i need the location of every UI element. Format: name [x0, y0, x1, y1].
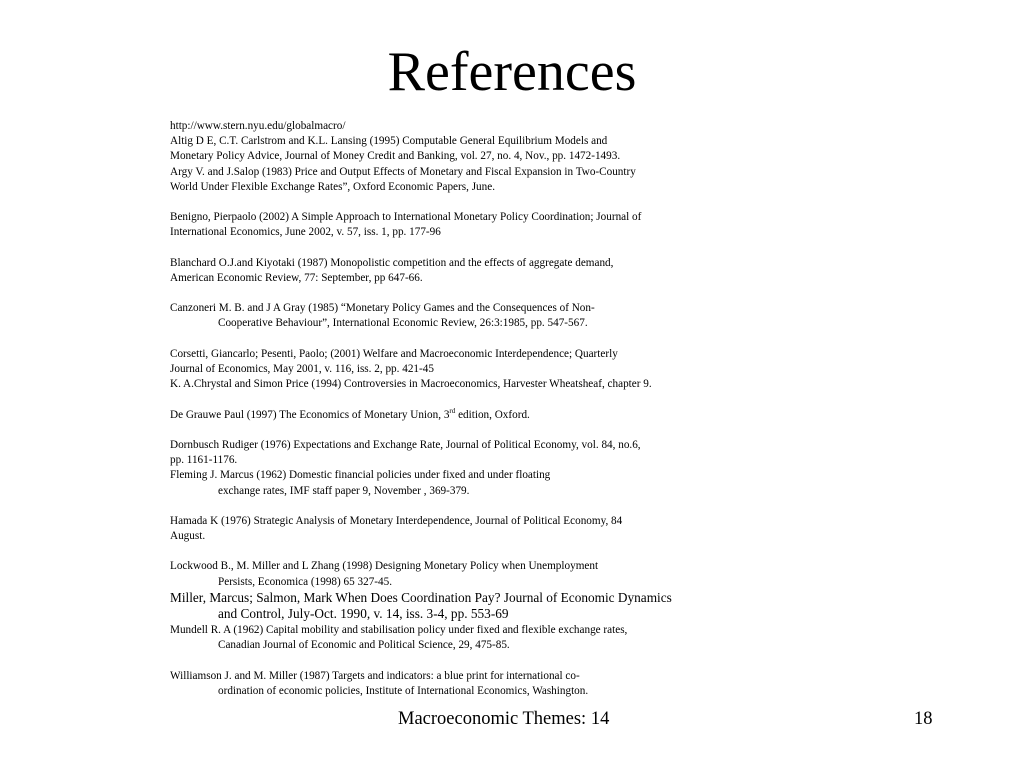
reference-text: World Under Flexible Exchange Rates”, Oxford Economic Papers, June.: [170, 180, 495, 193]
reference-text-continued: edition, Oxford.: [455, 408, 530, 421]
reference-line: [170, 529, 770, 544]
reference-text: American Economic Review, 77: September, pp 647-66.: [170, 271, 423, 284]
reference-line: [170, 180, 770, 195]
reference-text: Persists, Economica (1998) 65 327-45.: [218, 575, 393, 588]
reference-line: [170, 149, 770, 164]
reference-line: [170, 377, 770, 392]
reference-text: International Economics, June 2002, v. 57, iss. 1, pp. 177-96: [170, 226, 441, 239]
reference-text: Canadian Journal of Economic and Political Science, 29, 475-85.: [218, 639, 510, 652]
reference-line: [170, 316, 770, 331]
reference-text: exchange rates, IMF staff paper 9, November , 369-379.: [218, 484, 470, 497]
reference-line: [170, 590, 770, 607]
reference-line: [170, 301, 770, 316]
reference-text: ordination of economic policies, Institute of International Economics, Washington.: [218, 684, 589, 697]
reference-text: Altig D E, C.T. Carlstrom and K.L. Lansing (1995) Computable General Equilibrium Models and: [170, 135, 608, 148]
reference-line: [170, 134, 770, 149]
reference-text: pp. 1161-1176.: [170, 454, 238, 467]
reference-text: Blanchard O.J.and Kiyotaki (1987) Monopolistic competition and the effects of aggregate demand,: [170, 256, 614, 269]
reference-text: http://www.stern.nyu.edu/globalmacro/: [170, 120, 346, 132]
reference-text: Journal of Economics, May 2001, v. 116, iss. 2, pp. 421-45: [170, 363, 434, 375]
reference-spacer: [170, 332, 770, 347]
reference-line: [170, 623, 770, 638]
reference-text: De Grauwe Paul (1997) The Economics of Monetary Union, 3: [170, 408, 450, 421]
reference-list: [170, 119, 770, 699]
reference-spacer: [170, 653, 770, 668]
reference-text: Hamada K (1976) Strategic Analysis of Monetary Interdependence, Journal of Political Economy, 84: [170, 514, 623, 527]
reference-line: [170, 484, 770, 499]
page-number: 18: [914, 709, 933, 729]
reference-text: Cooperative Behaviour”, International Economic Review, 26:3:1985, pp. 547-567.: [218, 317, 588, 330]
reference-spacer: [170, 286, 770, 301]
reference-spacer: [170, 392, 770, 407]
reference-spacer: [170, 423, 770, 438]
reference-text: Canzoneri M. B. and J A Gray (1985) “Monetary Policy Games and the Consequences of Non-: [170, 302, 595, 315]
reference-line: [170, 684, 770, 699]
reference-text: Miller, Marcus; Salmon, Mark When Does Coordination Pay? Journal of Economic Dynamics: [170, 589, 672, 605]
reference-line: [170, 468, 770, 483]
reference-text: Lockwood B., M. Miller and L Zhang (1998) Designing Monetary Policy when Unemployment: [170, 560, 599, 573]
reference-text: Mundell R. A (1962) Capital mobility and stabilisation policy under fixed and flexible exchange rates,: [170, 624, 628, 636]
reference-text: Monetary Policy Advice, Journal of Money Credit and Banking, vol. 27, no. 4, Nov., pp. 1472-1493.: [170, 150, 621, 163]
reference-text: Benigno, Pierpaolo (2002) A Simple Approach to International Monetary Policy Coordination; Journal of: [170, 211, 642, 224]
reference-line: [170, 362, 770, 377]
reference-line: [170, 559, 770, 574]
reference-line: [170, 256, 770, 271]
reference-text: Argy V. and J.Salop (1983) Price and Output Effects of Monetary and Fiscal Expansion in Two-Country: [170, 165, 636, 178]
reference-line: [170, 165, 770, 180]
reference-line: [170, 575, 770, 590]
reference-line: [170, 669, 770, 684]
ordinal-superscript: rd: [449, 406, 456, 415]
slide-title: References: [387, 41, 637, 103]
reference-line: [170, 638, 770, 653]
reference-line: [170, 225, 770, 240]
reference-text: August.: [170, 530, 206, 543]
reference-text: Fleming J. Marcus (1962) Domestic financial policies under fixed and under floating: [170, 469, 551, 482]
reference-text: Dornbusch Rudiger (1976) Expectations and Exchange Rate, Journal of Political Economy, vol. 84, no.6,: [170, 438, 641, 451]
reference-line: [170, 347, 770, 362]
reference-line: [170, 408, 770, 423]
reference-spacer: [170, 241, 770, 256]
reference-text: Williamson J. and M. Miller (1987) Targets and indicators: a blue print for international co-: [170, 669, 580, 682]
reference-text: K. A.Chrystal and Simon Price (1994) Controversies in Macroeconomics, Harvester Wheatsheaf, chapter 9.: [170, 378, 652, 391]
reference-spacer: [170, 499, 770, 514]
reference-line: [170, 514, 770, 529]
reference-text: and Control, July-Oct. 1990, v. 14, iss. 3-4, pp. 553-69: [218, 606, 509, 622]
reference-line: [170, 438, 770, 453]
reference-line: [170, 119, 770, 134]
reference-spacer: [170, 544, 770, 559]
reference-line: [170, 453, 770, 468]
reference-line: [170, 210, 770, 225]
reference-spacer: [170, 195, 770, 210]
reference-line: [170, 271, 770, 286]
reference-text: Corsetti, Giancarlo; Pesenti, Paolo; (2001) Welfare and Macroeconomic Interdependence; Quarterly: [170, 347, 618, 360]
footer-text: Macroeconomic Themes: 14: [398, 709, 610, 729]
reference-line: [170, 606, 770, 623]
